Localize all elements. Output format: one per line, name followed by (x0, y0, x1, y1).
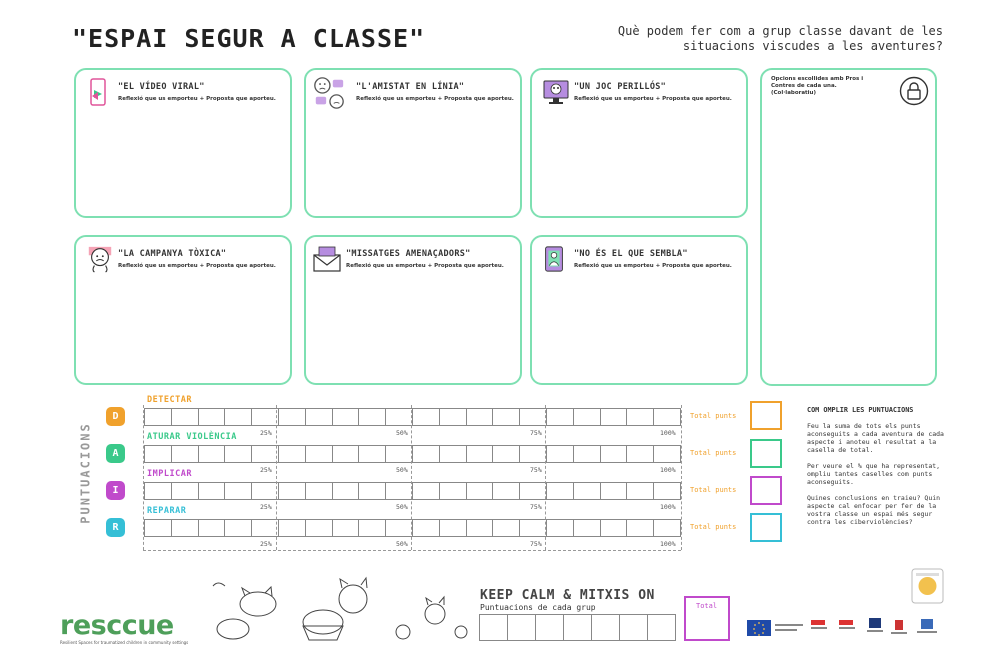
pct-25: 25% (260, 503, 272, 511)
pct-25: 25% (260, 466, 272, 474)
total-box-reparar[interactable] (750, 513, 782, 542)
card-campanya-toxica[interactable] (74, 235, 292, 385)
card-subtitle: Reflexió que us emporteu + Proposta que aporteu. (356, 96, 514, 102)
pct-100: 100% (660, 429, 676, 437)
total-box-detectar[interactable] (750, 401, 782, 430)
badge-implicar: I (106, 481, 125, 500)
pct-100: 100% (660, 466, 676, 474)
dashed-divider (143, 405, 144, 550)
howto-instructions (807, 406, 947, 534)
group-scores-grid[interactable] (479, 614, 676, 641)
page-question: Què podem fer com a grup classe davant de les situacions viscudes a les aventures? (617, 24, 943, 53)
badge-reparar: R (106, 518, 125, 537)
dashed-divider (681, 405, 682, 550)
total-box-implicar[interactable] (750, 476, 782, 505)
howto-paragraph: Quines conclusions en traieu? Quin aspecte cal enfocar per fer de la vostra classe un espai més segur contra les ciberviolències? (807, 494, 941, 526)
howto-paragraph: Per veure el % que ha representat, ompliu tantes caselles com punts aconseguits. (807, 462, 941, 486)
pct-25: 25% (260, 540, 272, 548)
card-subtitle: Reflexió que us emporteu + Proposta que aporteu. (118, 96, 276, 102)
cats-illustration (203, 574, 473, 644)
card-subtitle: Reflexió que us emporteu + Proposta que aporteu. (118, 263, 276, 269)
row-label-aturar: ATURAR VIOLÈNCIA (147, 432, 237, 442)
score-grid-reparar[interactable] (144, 519, 681, 537)
card-video-viral[interactable] (74, 68, 292, 218)
pct-50: 50% (396, 540, 408, 548)
hate-envelope-icon (312, 245, 342, 273)
row-label-detectar: DETECTAR (147, 395, 192, 405)
group-total-label: Total (696, 602, 718, 610)
total-label-detectar: Total punts (690, 412, 737, 420)
phone-person-icon (542, 245, 566, 273)
pct-75: 75% (530, 466, 542, 474)
partner-logos (745, 614, 945, 642)
row-label-reparar: REPARAR (147, 506, 187, 516)
pct-75: 75% (530, 429, 542, 437)
options-panel[interactable] (760, 68, 937, 386)
pct-100: 100% (660, 540, 676, 548)
lock-icon (899, 76, 929, 106)
row-label-implicar: IMPLICAR (147, 469, 192, 479)
card-title: "NO ÉS EL QUE SEMBLA" (574, 249, 688, 259)
pct-50: 50% (396, 429, 408, 437)
pct-25: 25% (260, 429, 272, 437)
resccue-logo (60, 612, 188, 645)
total-label-implicar: Total punts (690, 486, 737, 494)
card-title: "LA CAMPANYA TÒXICA" (118, 249, 227, 259)
group-total-box[interactable] (684, 596, 730, 641)
sad-figure-icon (86, 245, 114, 273)
card-subtitle: Reflexió que us emporteu + Proposta que aporteu. (346, 263, 504, 269)
quality-seal-icon (911, 568, 944, 604)
dashed-divider (545, 405, 546, 550)
page-title: "ESPAI SEGUR A CLASSE" (72, 24, 426, 53)
pct-100: 100% (660, 503, 676, 511)
score-grid-detectar[interactable] (144, 408, 681, 426)
total-label-aturar: Total punts (690, 449, 737, 457)
dashed-divider (143, 550, 681, 551)
logo-word: resccue (60, 610, 174, 641)
card-title: "EL VÍDEO VIRAL" (118, 82, 205, 92)
badge-detectar: D (106, 407, 125, 426)
card-title: "UN JOC PERILLÓS" (574, 82, 667, 92)
dashed-divider (411, 405, 412, 550)
options-text: Opcions escollides amb Pros i Contres de cada una. (Col·laboratiu) (771, 76, 864, 96)
howto-heading: COM OMPLIR LES PUNTUACIONS (807, 406, 914, 414)
total-box-aturar[interactable] (750, 439, 782, 468)
scores-vertical-label: PUNTUACIONS (79, 422, 94, 524)
phone-video-icon (86, 78, 110, 106)
pct-75: 75% (530, 503, 542, 511)
keep-calm-heading: KEEP CALM & MITXIS ON (480, 588, 655, 603)
pct-50: 50% (396, 466, 408, 474)
card-subtitle: Reflexió que us emporteu + Proposta que aporteu. (574, 263, 732, 269)
badge-aturar: A (106, 444, 125, 463)
pct-75: 75% (530, 540, 542, 548)
pct-50: 50% (396, 503, 408, 511)
score-grid-aturar[interactable] (144, 445, 681, 463)
group-scores-label: Puntuacions de cada grup (480, 603, 596, 612)
howto-paragraph: Feu la suma de tots els punts aconseguits a cada aventura de cada aspecte i anoteu el resultat a la casella de total. (807, 422, 944, 454)
dashed-divider (276, 405, 277, 550)
total-label-reparar: Total punts (690, 523, 737, 531)
chat-faces-icon (312, 76, 346, 110)
card-missatges-amenacadors[interactable] (304, 235, 522, 385)
card-subtitle: Reflexió que us emporteu + Proposta que aporteu. (574, 96, 732, 102)
card-no-es-el-que-sembla[interactable] (530, 235, 748, 385)
logo-tagline: Resilient Spaces for traumatized children in community settings (60, 640, 189, 645)
card-amistat-en-linia[interactable] (304, 68, 522, 218)
card-title: "L'AMISTAT EN LÍNIA" (356, 82, 465, 92)
monitor-skull-icon (542, 78, 570, 106)
card-joc-perillos[interactable] (530, 68, 748, 218)
card-title: "MISSATGES AMENAÇADORS" (346, 249, 471, 259)
score-grid-implicar[interactable] (144, 482, 681, 500)
